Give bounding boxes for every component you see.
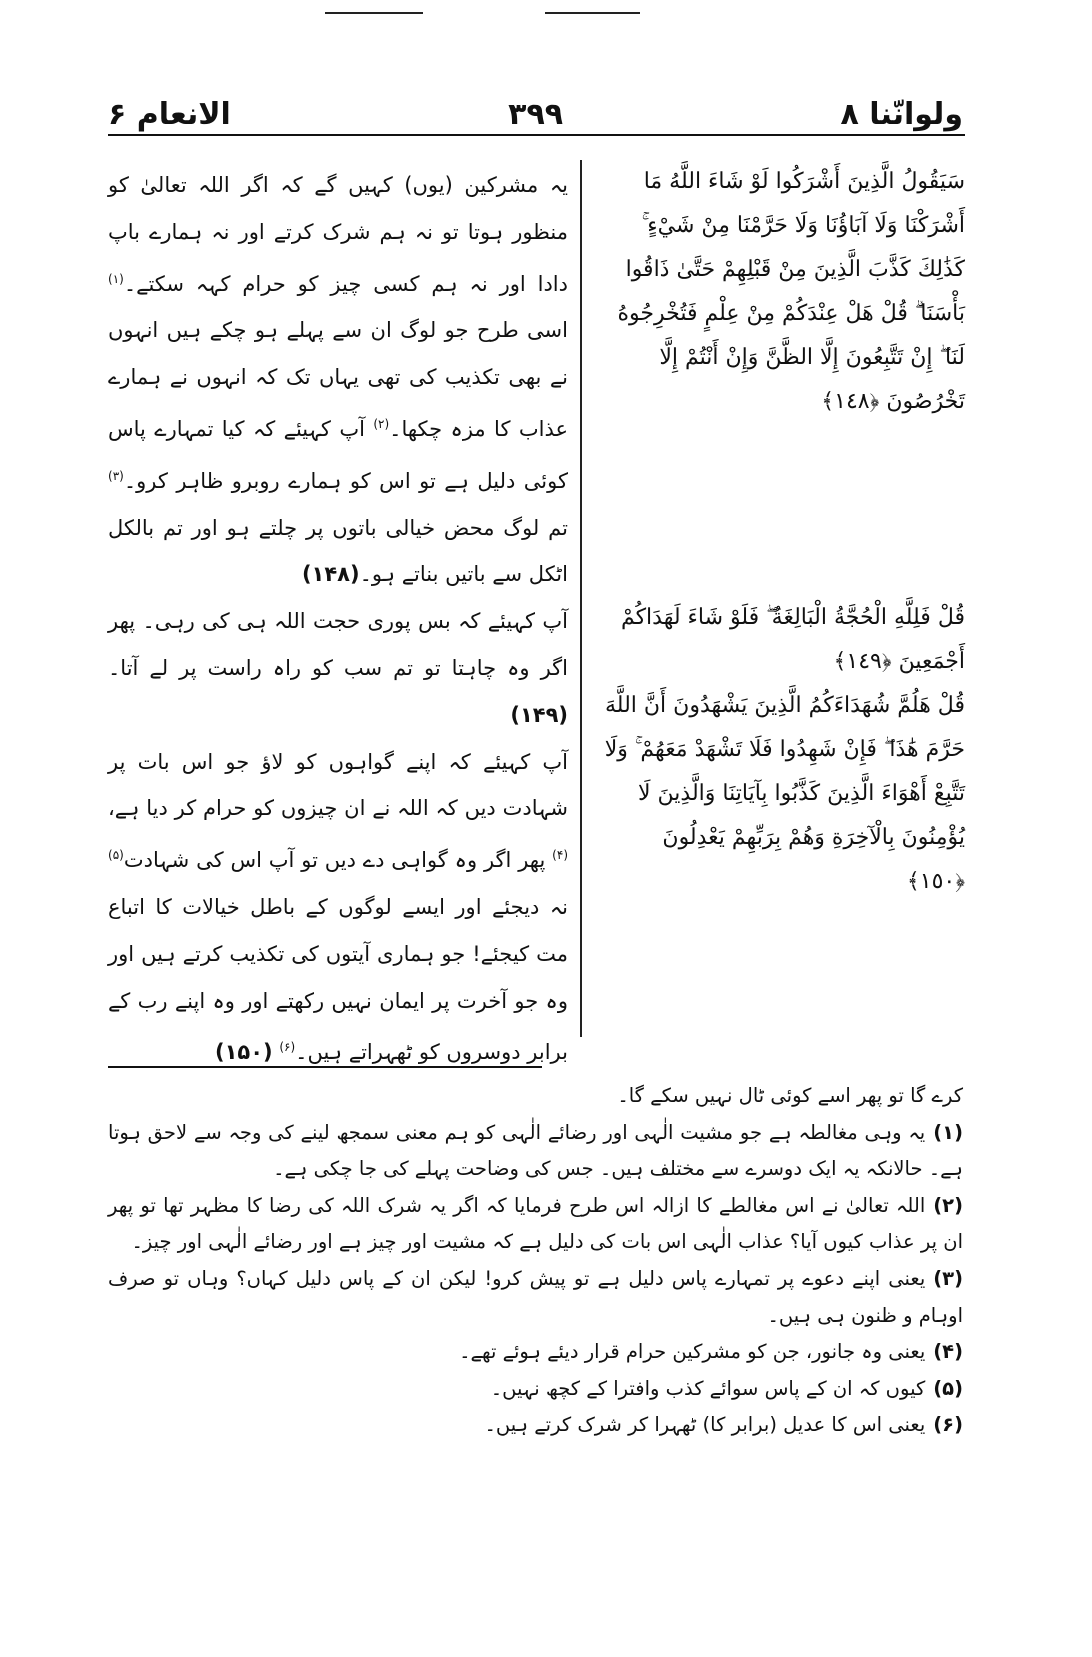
arabic-text: سَيَقُولُ الَّذِينَ أَشْرَكُوا لَوْ شَاءَ اللَّهُ مَا أَشْرَكْنَا وَلَا آبَاؤُنَا وَلَا حَرَّمْنَا مِنْ شَيْءٍ ۚ كَذَٰلِكَ كَذَّبَ الَّذِينَ مِنْ قَبْلِهِمْ حَتَّىٰ ذَاقُوا بَأْسَنَا ۗ قُلْ هَلْ عِنْدَكُمْ مِنْ عِلْمٍ فَتُخْرِجُوهُ لَنَا ۖ إِنْ تَتَّبِعُونَ إِلَّا الظَّنَّ وَإِنْ أَنْتُمْ إِلَّا تَخْرُصُونَ ﴿١٤٨﴾ <box>617 169 965 414</box>
arabic-verse-148 <box>600 160 965 424</box>
footnote-6 <box>108 1407 963 1444</box>
footnote-5 <box>108 1371 963 1408</box>
footnote-continuation: کرے گا تو پھر اسے کوئی ٹال نہیں سکے گا۔ <box>617 1084 963 1107</box>
footnote-number: (۲) <box>933 1193 963 1217</box>
footnote-marker: (۱) <box>108 271 124 286</box>
header-rule <box>108 134 965 136</box>
translation-text: اسی طرح جو لوگ ان سے پہلے ہو چکے ہیں انہوں نے بھی تکذیب کی تھی یہاں تک کہ انہوں نے ہمارے عذاب کا مزہ چکھا۔ <box>108 318 569 441</box>
footnote-rule <box>108 1066 542 1068</box>
translation-text: یہ مشرکین (یوں) کہیں گے کہ اگر اللہ تعالیٰ کو منظور ہوتا تو نہ ہم شرک کرتے اور نہ ہمارے باپ دادا اور نہ ہم کسی چیز کو حرام کہہ سکتے۔ <box>108 173 568 296</box>
footnote-text: یعنی اپنے دعوے پر تمہارے پاس دلیل ہے تو پیش کرو! لیکن ان کے پاس دلیل کہاں؟ وہاں تو صرف اوہام و ظنون ہی ہیں۔ <box>108 1266 963 1327</box>
translation-149 <box>108 598 568 738</box>
footnote-marker: (۶) <box>279 1040 296 1055</box>
footnote-number: (۶) <box>933 1413 963 1437</box>
arabic-text: قُلْ فَلِلَّهِ الْحُجَّةُ الْبَالِغَةُ ۖ فَلَوْ شَاءَ لَهَدَاكُمْ أَجْمَعِينَ ﴿١٤٩﴾ <box>620 605 965 674</box>
top-decoration-left <box>325 12 423 14</box>
verse-number: (۱۵۰) <box>214 1040 273 1065</box>
footnote-number: (۴) <box>933 1340 963 1364</box>
footnote-4 <box>108 1334 963 1371</box>
footnote-marker: (۵) <box>108 848 124 863</box>
column-divider <box>580 160 582 1037</box>
footnote-number: (۱) <box>933 1120 963 1144</box>
page-number: ۳۹۹ <box>508 97 564 132</box>
footnote-number: (۵) <box>933 1376 963 1400</box>
translation-text: نہ دیجئے اور ایسے لوگوں کے باطل خیالات کا اتباع مت کیجئے! جو ہماری آیتوں کی تکذیب کرتے ہیں اور وہ جو آخرت پر ایمان نہیں رکھتے اور وہ اپنے رب کے برابر دوسروں کو ٹھہراتے ہیں۔ <box>108 894 568 1065</box>
footnote-text: یہ وہی مغالطہ ہے جو مشیت الٰہی اور رضائے الٰہی کو ہم معنی سمجھ لینے کی وجہ سے لاحق ہوتا ہے۔ حالانکہ یہ ایک دوسرے سے مختلف ہیں۔ جس کی وضاحت پہلے کی جا چکی ہے۔ <box>108 1120 963 1181</box>
footnote-marker: (۳) <box>108 468 124 483</box>
footnote-number: (۳) <box>933 1266 963 1290</box>
surah-name: الانعام ۶ <box>108 97 231 132</box>
top-decoration-right <box>545 12 640 14</box>
translation-text: آپ کہیئے کہ کیا تمہارے پاس کوئی دلیل ہے تو اس کو ہمارے روبرو ظاہر کرو۔ <box>108 416 568 493</box>
footnote-text: یعنی وہ جانور، جن کو مشرکین حرام قرار دیئے ہوئے تھے۔ <box>459 1340 926 1364</box>
footnotes <box>108 1078 963 1444</box>
arabic-text: قُلْ هَلُمَّ شُهَدَاءَكُمُ الَّذِينَ يَشْهَدُونَ أَنَّ اللَّهَ حَرَّمَ هَٰذَا ۖ فَإِنْ شَهِدُوا فَلَا تَشْهَدْ مَعَهُمْ ۚ وَلَا تَتَّبِعْ أَهْوَاءَ الَّذِينَ كَذَّبُوا بِآيَاتِنَا وَالَّذِينَ لَا يُؤْمِنُونَ بِالْآخِرَةِ وَهُمْ بِرَبِّهِمْ يَعْدِلُونَ ﴿١٥٠﴾ <box>604 693 965 894</box>
footnote-1 <box>108 1115 963 1188</box>
translation-text: پھر اگر وہ گواہی دے دیں تو آپ اس کی شہادت <box>123 848 553 873</box>
footnote-marker: (۲) <box>373 416 390 431</box>
footnote-marker: (۴) <box>552 848 568 863</box>
footnote-2 <box>108 1188 963 1261</box>
juz-name: ولوانّنا ۸ <box>840 97 963 132</box>
arabic-verse-149 <box>600 596 965 684</box>
footnote-text: کیوں کہ ان کے پاس سوائے کذب وافترا کے کچھ نہیں۔ <box>490 1376 926 1400</box>
translation-text: آپ کہیئے کہ بس پوری حجت اللہ ہی کی رہی۔ پھر اگر وہ چاہتا تو تم سب کو راہ راست پر لے آتا۔ <box>108 609 568 680</box>
translation-text: تم لوگ محض خیالی باتوں پر چلتے ہو اور تم بالکل اٹکل سے باتیں بناتے ہو۔ <box>108 515 568 587</box>
footnote-3 <box>108 1261 963 1334</box>
translation-text: آپ کہیئے کہ اپنے گواہوں کو لاؤ جو اس بات پر شہادت دیں کہ اللہ نے ان چیزوں کو حرام کر دیا ہے، <box>108 749 568 821</box>
arabic-verse-150 <box>600 684 965 904</box>
verse-number: (۱۴۹) <box>510 702 568 727</box>
translation-150 <box>108 739 568 1077</box>
page-header <box>108 82 963 132</box>
footnote-text: یعنی اس کا عدیل (برابر کا) ٹھہرا کر شرک کرتے ہیں۔ <box>484 1413 926 1437</box>
footnote-text: اللہ تعالیٰ نے اس مغالطے کا ازالہ اس طرح فرمایا کہ اگر یہ شرک اللہ کی رضا کا مظہر تھا تو پھر ان پر عذاب کیوں آیا؟ عذاب الٰہی اس بات کی دلیل ہے کہ مشیت اور چیز ہے اور رضائے الٰہی اور چیز۔ <box>108 1193 963 1254</box>
verse-number: (۱۴۸) <box>301 562 360 587</box>
translation-148 <box>108 162 568 598</box>
urdu-translation <box>108 162 568 1076</box>
